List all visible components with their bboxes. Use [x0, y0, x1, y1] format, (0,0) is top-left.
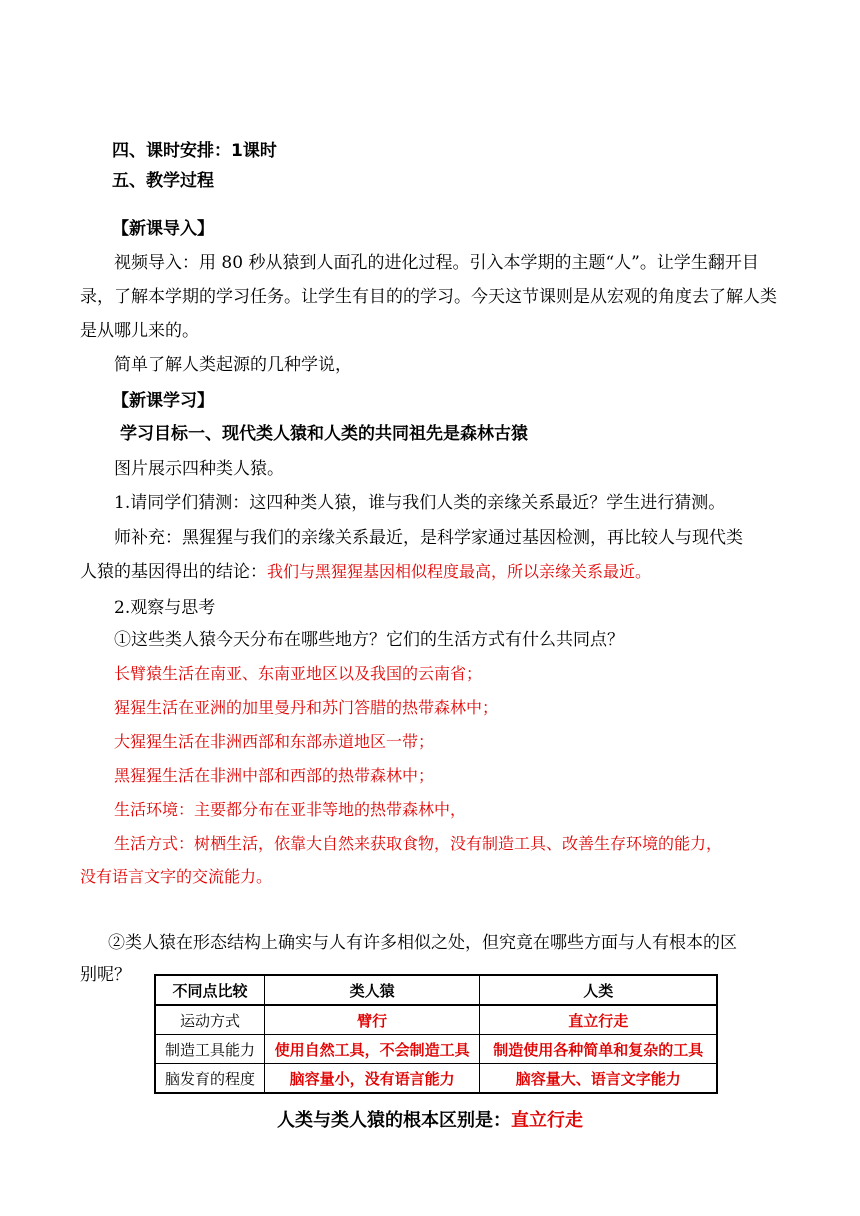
answer-environment: 生活环境：主要都分布在亚非等地的热带森林中，	[114, 800, 467, 819]
section-process-heading: 五、教学过程	[112, 171, 214, 191]
intro-theories-line: 简单了解人类起源的几种学说，	[114, 355, 352, 375]
table-header-row	[155, 975, 717, 1005]
table-row	[155, 1005, 717, 1035]
conclusion-answer: 直立行走	[511, 1110, 583, 1131]
answer-gibbon: 长臂猿生活在南亚、东南亚地区以及我国的云南省；	[114, 664, 483, 683]
teacher-supplement-line2	[80, 561, 651, 583]
teacher-supplement-line1: 师补充：黑猩猩与我们的亲缘关系最近，是科学家通过基因检测，再比较人与现代类	[114, 528, 743, 548]
answer-lifestyle-line2: 没有语言文字的交流能力。	[80, 867, 273, 886]
teacher-supplement-prefix: 人猿的基因得出的结论：	[80, 562, 267, 582]
table-cell-human: 直立行走	[480, 1005, 717, 1035]
goal-one-heading: 学习目标一、现代类人猿和人类的共同祖先是森林古猿	[120, 424, 528, 444]
table-cell-human: 制造使用各种简单和复杂的工具	[480, 1035, 717, 1064]
answer-lifestyle-line1: 生活方式：树栖生活，依靠大自然来获取食物，没有制造工具、改善生存环境的能力，	[114, 834, 723, 853]
answer-gorilla: 大猩猩生活在非洲西部和东部赤道地区一带；	[114, 732, 435, 751]
study-header: 【新课学习】	[112, 391, 214, 411]
question-two-part-one: ①这些类人猿今天分布在哪些地方？它们的生活方式有什么共同点？	[114, 630, 624, 650]
kinship-answer: 我们与黑猩猩基因相似程度最高，所以亲缘关系最近。	[267, 562, 652, 581]
table-row	[155, 1064, 717, 1094]
answer-orangutan: 猩猩生活在亚洲的加里曼丹和苏门答腊的热带森林中；	[114, 698, 499, 717]
comparison-table	[154, 974, 718, 1094]
question-two-part-two-line1: ②类人猿在形态结构上确实与人有许多相似之处，但究竟在哪些方面与人有根本的区	[108, 933, 737, 953]
question-two-part-two-line2: 别呢？	[80, 965, 131, 985]
intro-header: 【新课导入】	[112, 219, 214, 239]
table-cell-human: 脑容量大、语言文字能力	[480, 1064, 717, 1094]
table-cell-ape: 脑容量小，没有语言能力	[264, 1064, 479, 1094]
table-header-cell: 不同点比较	[155, 975, 264, 1005]
section-schedule-heading: 四、课时安排：1课时	[112, 141, 277, 161]
table-row	[155, 1035, 717, 1064]
show-pictures-line: 图片展示四种类人猿。	[114, 459, 284, 479]
table-header-cell: 类人猿	[264, 975, 479, 1005]
question-two: 2.观察与思考	[114, 598, 216, 618]
fundamental-difference-conclusion	[0, 1106, 860, 1132]
answer-chimpanzee: 黑猩猩生活在非洲中部和西部的热带森林中；	[114, 766, 435, 785]
table-row-label: 运动方式	[155, 1005, 264, 1035]
table-row-label: 脑发育的程度	[155, 1064, 264, 1094]
table-cell-ape: 臂行	[264, 1005, 479, 1035]
table-cell-ape: 使用自然工具，不会制造工具	[264, 1035, 479, 1064]
table-row-label: 制造工具能力	[155, 1035, 264, 1064]
table-header-cell: 人类	[480, 975, 717, 1005]
intro-paragraph: 视频导入：用 80 秒从猿到人面孔的进化过程。引入本学期的主题“人”。让学生翻开目录，了解本学期的学习任务。让学生有目的的学习。今天这节课则是从宏观的角度去了解人类是从哪儿来的。	[80, 253, 777, 341]
question-one: 1.请同学们猜测：这四种类人猿，谁与我们人类的亲缘关系最近？学生进行猜测。	[114, 493, 726, 513]
conclusion-prefix: 人类与类人猿的根本区别是：	[277, 1110, 511, 1131]
